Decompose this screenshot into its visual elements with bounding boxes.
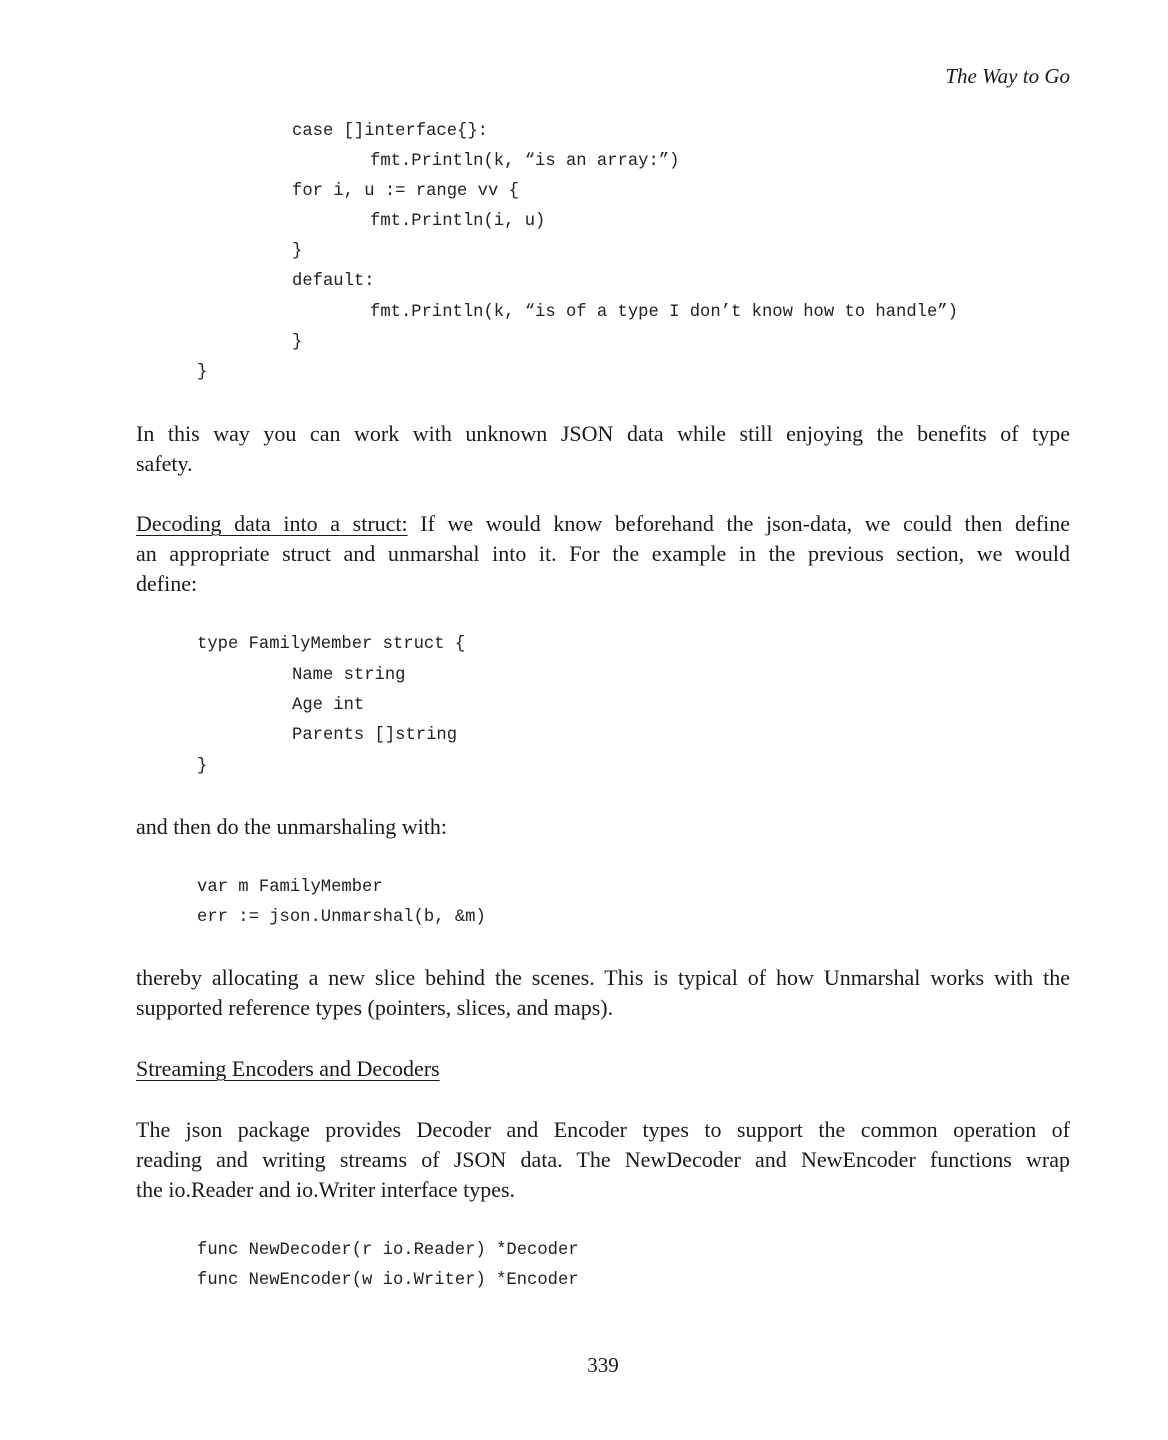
text-line: supported reference types (pointers, slices, and maps). bbox=[136, 995, 614, 1020]
inline-heading: Decoding data into a struct: bbox=[136, 511, 408, 536]
code-line: } bbox=[292, 333, 303, 352]
code-line: } bbox=[292, 242, 303, 261]
page-number: 339 bbox=[587, 1353, 619, 1377]
code-line: Name string bbox=[292, 666, 406, 685]
text-line: the io.Reader and io.Writer interface types. bbox=[136, 1177, 516, 1202]
text-line: an appropriate struct and unmarshal into it. For the example in the previous section, we would bbox=[136, 541, 1070, 566]
code-line: err := json.Unmarshal(b, &m) bbox=[197, 908, 486, 927]
code-line: Parents []string bbox=[292, 726, 458, 745]
code-line: case []interface{}: bbox=[292, 122, 488, 141]
text-span: If we would know beforehand the json-data, we could then define bbox=[407, 511, 1071, 536]
code-line: fmt.Println(k, “is of a type I don’t know how to handle”) bbox=[370, 303, 958, 322]
code-line: func NewEncoder(w io.Writer) *Encoder bbox=[197, 1271, 579, 1290]
running-header: The Way to Go bbox=[945, 64, 1070, 88]
text-line: reading and writing streams of JSON data. The NewDecoder and NewEncoder functions wrap bbox=[136, 1147, 1070, 1172]
text-line: safety. bbox=[136, 451, 193, 476]
text-line: The json package provides Decoder and Encoder types to support the common operation of bbox=[136, 1117, 1070, 1142]
code-line: } bbox=[197, 363, 208, 382]
code-line: Age int bbox=[292, 696, 365, 715]
code-line: fmt.Println(i, u) bbox=[370, 212, 546, 231]
code-line: var m FamilyMember bbox=[197, 878, 383, 897]
paragraph-unmarshaling: and then do the unmarshaling with: bbox=[136, 814, 447, 839]
text-line: define: bbox=[136, 571, 198, 596]
code-line: type FamilyMember struct { bbox=[197, 635, 466, 654]
text-line: In this way you can work with unknown JSON data while still enjoying the benefits of type bbox=[136, 421, 1070, 446]
code-line: for i, u := range vv { bbox=[292, 182, 519, 201]
code-line: } bbox=[197, 757, 208, 776]
text-line: thereby allocating a new slice behind the scenes. This is typical of how Unmarshal works with the bbox=[136, 965, 1070, 990]
section-heading: Streaming Encoders and Decoders bbox=[136, 1056, 440, 1081]
code-line: default: bbox=[292, 272, 375, 291]
code-line: func NewDecoder(r io.Reader) *Decoder bbox=[197, 1241, 579, 1260]
text-line bbox=[136, 509, 1070, 539]
code-line: fmt.Println(k, “is an array:”) bbox=[370, 152, 680, 171]
